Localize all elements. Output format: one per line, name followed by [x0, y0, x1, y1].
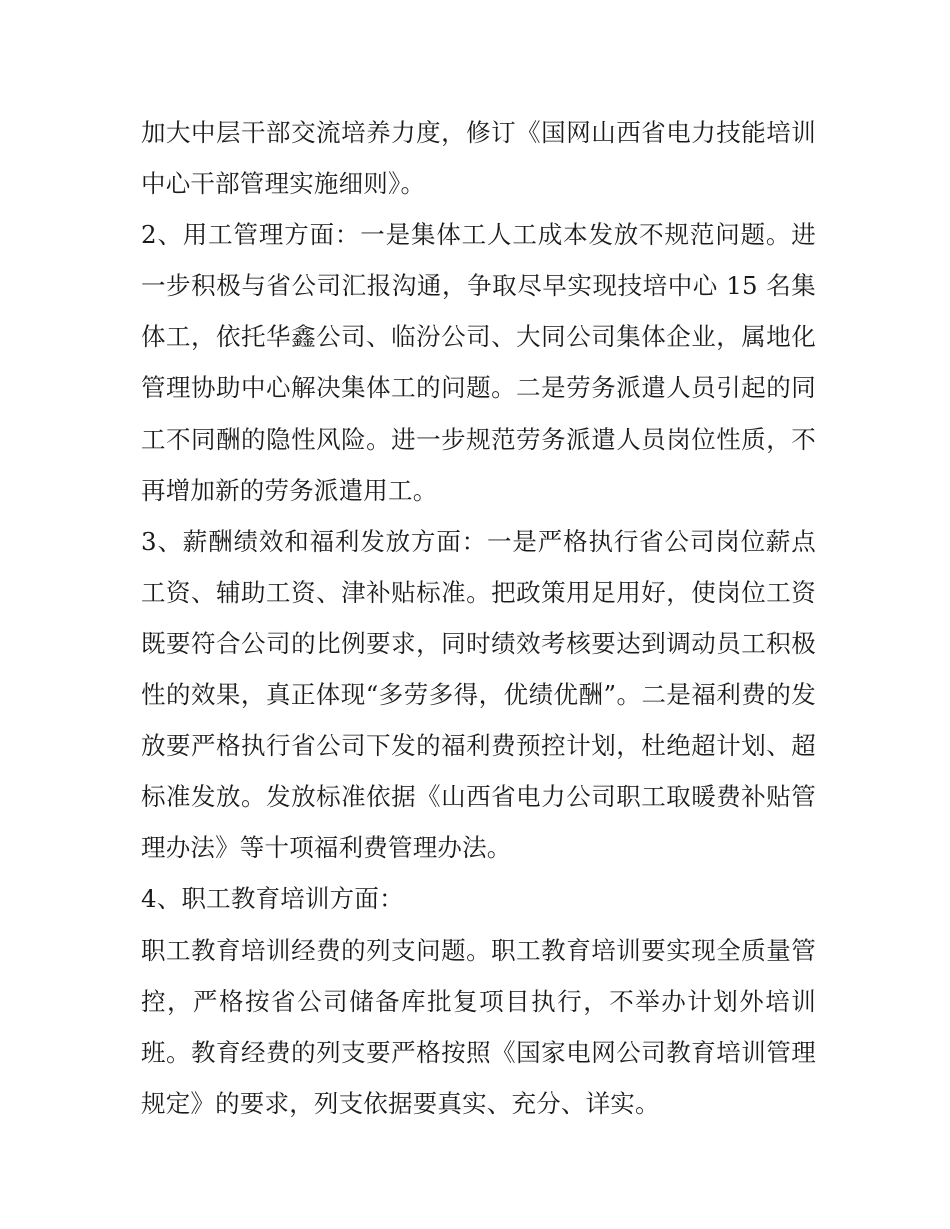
- body-text: [141, 107, 816, 1129]
- text-line: 体工，依托华鑫公司、临汾公司、大同公司集体企业，属地化: [141, 322, 816, 352]
- text-line: 管理协助中心解决集体工的问题。二是劳务派遣人员引起的同: [141, 373, 816, 403]
- text-line: 一步积极与省公司汇报沟通，争取尽早实现技培中心 15 名集: [141, 271, 816, 301]
- text-line: 加大中层干部交流培养力度，修订《国网山西省电力技能培训: [141, 118, 816, 147]
- text-line: 4、职工教育培训方面：: [141, 884, 404, 914]
- text-line: 控，严格按省公司储备库批复项目执行，不举办计划外培训: [141, 986, 816, 1016]
- text-line: 2、用工管理方面：一是集体工人工成本发放不规范问题。进: [141, 220, 816, 250]
- text-line: 放要严格执行省公司下发的福利费预控计划，杜绝超计划、超: [141, 731, 816, 761]
- text-line: 工不同酬的隐性风险。进一步规范劳务派遣人员岗位性质，不: [141, 424, 816, 454]
- text-line: 再增加新的劳务派遣用工。: [141, 475, 438, 505]
- text-line: 理办法》等十项福利费管理办法。: [141, 833, 512, 863]
- text-line: 性的效果，真正体现“多劳多得，优绩优酬”。二是福利费的发: [141, 680, 816, 710]
- text-line: 工资、辅助工资、津补贴标准。把政策用足用好，使岗位工资: [141, 577, 816, 607]
- text-line: 规定》的要求，列支依据要真实、充分、详实。: [141, 1088, 660, 1118]
- text-line: 既要符合公司的比例要求，同时绩效考核要达到调动员工积极: [141, 628, 816, 658]
- text-line: 标准发放。发放标准依据《山西省电力公司职工取暖费补贴管: [141, 782, 816, 812]
- text-line: 3、薪酬绩效和福利发放方面：一是严格执行省公司岗位薪点: [141, 526, 816, 556]
- text-line: 中心干部管理实施细则》。: [141, 169, 426, 199]
- text-line: 班。教育经费的列支要严格按照《国家电网公司教育培训管理: [141, 1037, 816, 1067]
- text-line: 职工教育培训经费的列支问题。职工教育培训要实现全质量管: [141, 935, 816, 965]
